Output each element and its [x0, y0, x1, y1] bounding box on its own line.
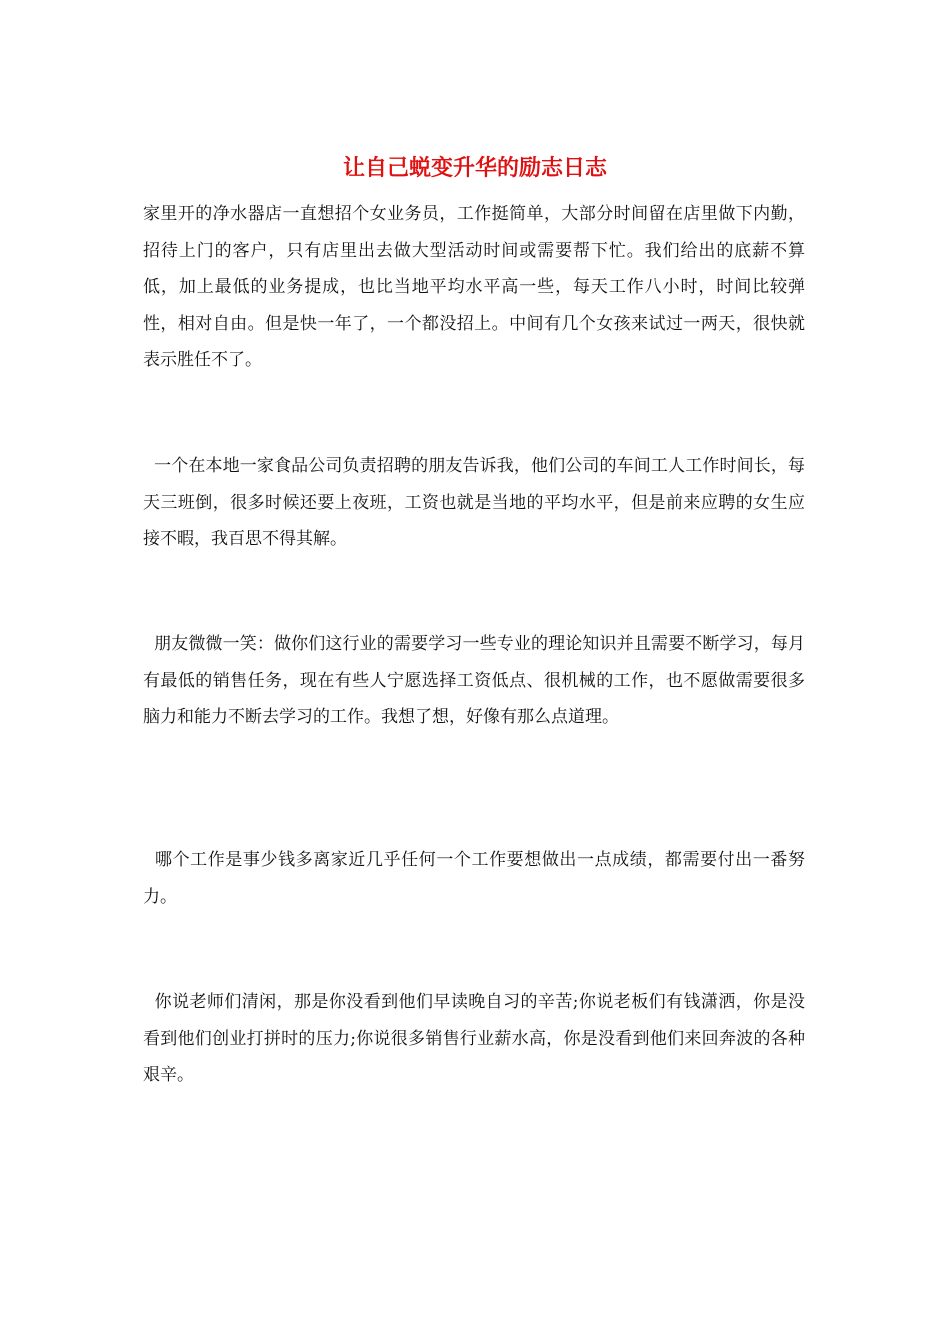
paragraph-5: 你说老师们清闲，那是你没看到他们早读晚自习的辛苦;你说老板们有钱潇洒，你是没看到他们创业打拼时的压力;你说很多销售行业薪水高，你是没看到他们来回奔波的各种艰辛。 — [143, 992, 805, 1085]
paragraph-1: 家里开的净水器店一直想招个女业务员，工作挺简单，大部分时间留在店里做下内勤，招待上门的客户，只有店里出去做大型活动时间或需要帮下忙。我们给出的底薪不算低，加上最低的业务提成，也比当地平均水平高一些，每天工作八小时，时间比较弹性，相对自由。但是快一年了，一个都没招上。中间有几个女孩来试过一两天，很快就表示胜任不了。 — [143, 204, 805, 370]
paragraph-4: 哪个工作是事少钱多离家近几乎任何一个工作要想做出一点成绩，都需要付出一番努力。 — [143, 850, 806, 907]
paragraph-2: 一个在本地一家食品公司负责招聘的朋友告诉我，他们公司的车间工人工作时间长，每天三班倒，很多时候还要上夜班，工资也就是当地的平均水平，但是前来应聘的女生应接不暇，我百思不得其解。 — [143, 456, 805, 549]
document-title: 让自己蜕变升华的励志日志 — [342, 155, 607, 181]
paragraph-3: 朋友微微一笑：做你们这行业的需要学习一些专业的理论知识并且需要不断学习，每月有最低的销售任务，现在有些人宁愿选择工资低点、很机械的工作，也不愿做需要很多脑力和能力不断去学习的工作。我想了想，好像有那么点道理。 — [143, 634, 805, 727]
